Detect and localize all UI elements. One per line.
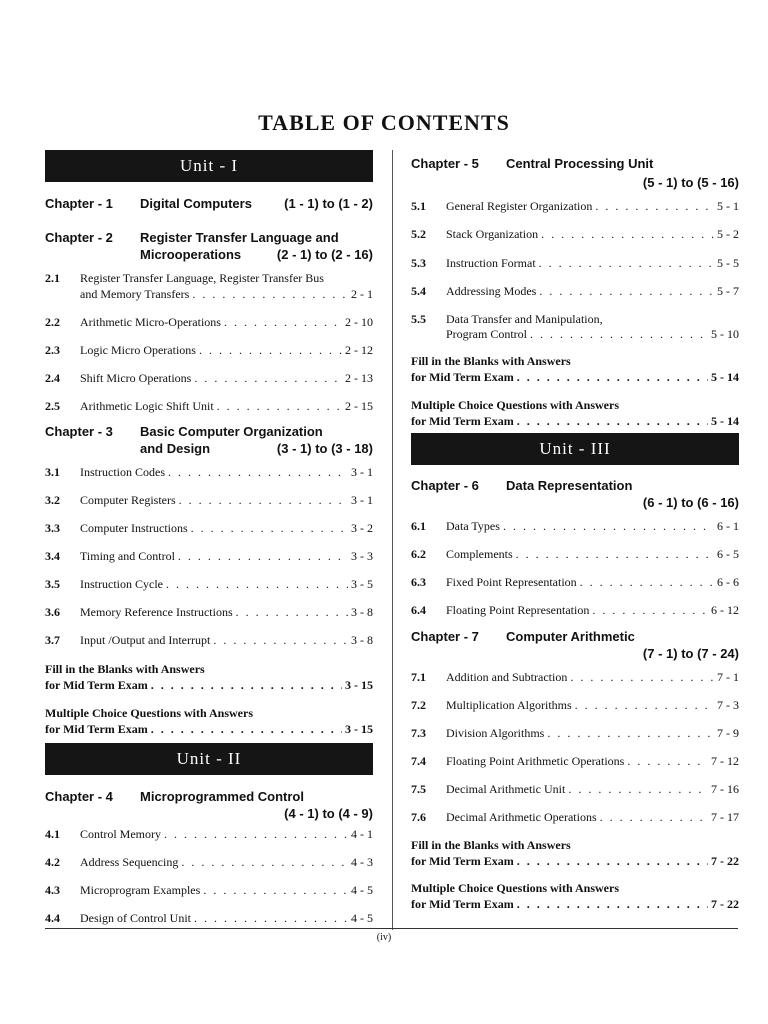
section-title: Control Memory [80,827,161,841]
section-number: 6.4 [411,603,426,617]
page-number: 7 - 22 [711,897,739,911]
section-number: 7.6 [411,810,426,824]
toc-entry-3-2[interactable] [45,493,373,509]
column-divider [392,150,393,930]
toc-entry-5-1[interactable] [411,199,739,215]
chapter-label: Chapter - 2 [45,230,113,245]
unit-2-banner: Unit - II [45,743,373,775]
section-title: Addition and Subtraction [446,670,568,684]
section-number: 3.4 [45,549,60,563]
section-title: Multiplication Algorithms [446,698,572,712]
section-title: Logic Micro Operations [80,343,196,357]
section-title: Arithmetic Logic Shift Unit [80,399,214,413]
chapter-range: (4 - 1) to (4 - 9) [284,806,373,821]
chapter-title: Central Processing Unit [506,156,654,171]
unit-1-banner: Unit - I [45,150,373,182]
chapter-label: Chapter - 5 [411,156,479,171]
toc-entry-7-3[interactable] [411,726,739,742]
section-number: 6.1 [411,519,426,533]
section-title: Memory Reference Instructions [80,605,233,619]
page-number: 3 - 5 [351,577,373,591]
page-number: 3 - 8 [351,605,373,619]
section-title: Shift Micro Operations [80,371,192,385]
toc-entry-3-1[interactable] [45,465,373,481]
section-title: Computer Instructions [80,521,188,535]
page-number: 7 - 17 [711,810,739,824]
toc-entry-6-4[interactable] [411,603,739,619]
page-number: 4 - 1 [351,827,373,841]
toc-entry-5-3[interactable] [411,256,739,272]
section-number: 4.1 [45,827,60,841]
entry-title: Fill in the Blanks with Answers [411,838,571,852]
chapter-title: Microprogrammed Control [140,789,304,804]
section-number: 2.3 [45,343,60,357]
section-title: Computer Registers [80,493,176,507]
section-title: Floating Point Arithmetic Operations [446,754,625,768]
page-number: 5 - 14 [711,414,739,428]
section-number: 3.6 [45,605,60,619]
page-number: 3 - 3 [351,549,373,563]
toc-entry-5-2[interactable] [411,227,739,243]
chapter-label: Chapter - 4 [45,789,113,804]
multiple-choice-entry-unit-2[interactable] [411,398,739,430]
chapter-1-heading[interactable] [45,196,373,214]
unit-3-banner: Unit - III [411,433,739,465]
entry-title-continued: for Mid Term Exam [411,414,514,428]
entry-title: Multiple Choice Questions with Answers [45,706,254,720]
page-number: 5 - 1 [717,199,739,213]
toc-entry-6-2[interactable] [411,547,739,563]
section-title: Stack Organization [446,227,539,241]
chapter-2-heading[interactable] [45,230,373,266]
section-title: Complements [446,547,513,561]
page-number: 6 - 6 [717,575,739,589]
section-number: 6.3 [411,575,426,589]
toc-entry-7-6[interactable] [411,810,739,826]
section-number: 7.3 [411,726,426,740]
fill-in-blanks-entry-unit-3[interactable] [411,838,739,870]
section-number: 3.3 [45,521,60,535]
page-number: 7 - 9 [717,726,739,740]
page-number: 6 - 5 [717,547,739,561]
page-number: 3 - 15 [345,678,373,692]
page-number: 3 - 1 [351,465,373,479]
chapter-title: Computer Arithmetic [506,629,635,644]
page-number: 5 - 14 [711,370,739,384]
chapter-range: (3 - 1) to (3 - 18) [276,441,373,456]
section-title: Design of Control Unit [80,911,191,925]
entry-title-continued: for Mid Term Exam [45,722,148,736]
chapter-7-heading[interactable] [411,629,739,665]
page-number: 5 - 5 [717,256,739,270]
chapter-title: Basic Computer Organization [140,424,323,439]
chapter-range: (5 - 1) to (5 - 16) [642,175,739,190]
toc-entry-5-4[interactable] [411,284,739,300]
chapter-label: Chapter - 3 [45,424,113,439]
toc-entry-4-1[interactable] [45,827,373,843]
section-title: Timing and Control [80,549,175,563]
section-title: Division Algorithms [446,726,545,740]
page-number: 2 - 15 [345,399,373,413]
section-number: 4.4 [45,911,60,925]
section-title: Input /Output and Interrupt [80,633,211,647]
section-number: 3.2 [45,493,60,507]
entry-title-continued: for Mid Term Exam [45,678,148,692]
section-title: Register Transfer Language, Register Transfer Bus [80,271,324,285]
page-number: 6 - 12 [711,603,739,617]
page-number: 3 - 1 [351,493,373,507]
section-number: 3.1 [45,465,60,479]
toc-entry-6-3[interactable] [411,575,739,591]
chapter-label: Chapter - 7 [411,629,479,644]
chapter-range: (2 - 1) to (2 - 16) [276,247,373,262]
section-number: 7.5 [411,782,426,796]
chapter-5-heading[interactable] [411,156,739,192]
page-number: 7 - 1 [717,670,739,684]
section-title: Arithmetic Micro-Operations [80,315,221,329]
section-title: Floating Point Representation [446,603,590,617]
page-number: 7 - 16 [711,782,739,796]
page-number: 2 - 13 [345,371,373,385]
toc-entry-2-4[interactable] [45,371,373,387]
toc-entry-3-6[interactable] [45,605,373,621]
page-folio: (iv) [376,932,392,943]
section-title: Address Sequencing [80,855,179,869]
chapter-label: Chapter - 6 [411,478,479,493]
chapter-title-continued: and Design [140,441,211,456]
entry-title: Fill in the Blanks with Answers [411,354,571,368]
page-number: 5 - 7 [717,284,739,298]
chapter-title: Register Transfer Language and [140,230,339,245]
section-number: 5.1 [411,199,426,213]
page-number: 2 - 12 [345,343,373,357]
fill-in-blanks-entry-unit-2[interactable] [411,354,739,386]
page-number: 4 - 5 [351,911,373,925]
section-number: 2.4 [45,371,60,385]
section-number: 7.1 [411,670,426,684]
page-number: 5 - 2 [717,227,739,241]
fill-in-blanks-entry-unit-1[interactable] [45,662,373,694]
chapter-title: Digital Computers [140,196,252,211]
toc-entry-2-2[interactable] [45,315,373,331]
section-number: 6.2 [411,547,426,561]
chapter-title: Data Representation [506,478,633,493]
chapter-range: (6 - 1) to (6 - 16) [642,495,739,510]
section-title-continued: and Memory Transfers [80,287,190,301]
section-number: 4.2 [45,855,60,869]
entry-title-continued: for Mid Term Exam [411,854,514,868]
section-title: Instruction Codes [80,465,165,479]
toc-entry-2-1[interactable] [45,271,373,303]
section-title: Data Transfer and Manipulation, [446,312,603,326]
section-number: 5.2 [411,227,426,241]
section-title: Instruction Cycle [80,577,163,591]
section-number: 2.1 [45,271,60,285]
toc-entry-4-3[interactable] [45,883,373,899]
section-title: Instruction Format [446,256,536,270]
toc-entry-4-4[interactable] [45,911,373,927]
section-number: 7.2 [411,698,426,712]
entry-title: Multiple Choice Questions with Answers [411,398,620,412]
section-title: Microprogram Examples [80,883,201,897]
chapter-6-heading[interactable] [411,478,739,514]
section-number: 3.5 [45,577,60,591]
toc-entry-3-7[interactable] [45,633,373,649]
section-title-continued: Program Control [446,327,527,341]
chapter-4-heading[interactable] [45,789,373,825]
page-number: 7 - 22 [711,854,739,868]
toc-entry-3-4[interactable] [45,549,373,565]
toc-entry-5-5[interactable] [411,312,739,344]
chapter-label: Chapter - 1 [45,196,113,211]
section-title: General Register Organization [446,199,593,213]
page-number: 2 - 10 [345,315,373,329]
entry-title: Multiple Choice Questions with Answers [411,881,620,895]
toc-entry-3-3[interactable] [45,521,373,537]
section-number: 3.7 [45,633,60,647]
toc-entry-2-5[interactable] [45,399,373,415]
toc-entry-3-5[interactable] [45,577,373,593]
chapter-range: (1 - 1) to (1 - 2) [284,196,373,211]
toc-entry-2-3[interactable] [45,343,373,359]
entry-title-continued: for Mid Term Exam [411,897,514,911]
section-number: 5.5 [411,312,426,326]
page-title: TABLE OF CONTENTS [258,110,510,135]
page-number: 3 - 2 [351,521,373,535]
section-number: 5.4 [411,284,426,298]
section-number: 4.3 [45,883,60,897]
entry-title: Fill in the Blanks with Answers [45,662,205,676]
multiple-choice-entry-unit-3[interactable] [411,881,739,913]
toc-entry-7-4[interactable] [411,754,739,770]
section-title: Decimal Arithmetic Unit [446,782,566,796]
footer-rule [45,928,738,929]
section-number: 2.2 [45,315,60,329]
toc-entry-7-5[interactable] [411,782,739,798]
toc-entry-7-2[interactable] [411,698,739,714]
section-number: 2.5 [45,399,60,413]
section-title: Data Types [446,519,500,533]
page-number: 4 - 5 [351,883,373,897]
section-title: Fixed Point Representation [446,575,577,589]
chapter-3-heading[interactable] [45,424,373,460]
section-number: 5.3 [411,256,426,270]
section-number: 7.4 [411,754,426,768]
page-number: 5 - 10 [711,327,739,341]
page-number: 7 - 12 [711,754,739,768]
page-number: 6 - 1 [717,519,739,533]
chapter-range: (7 - 1) to (7 - 24) [642,646,739,661]
page-number: 3 - 15 [345,722,373,736]
page-number: 7 - 3 [717,698,739,712]
page-number: 2 - 1 [351,287,373,301]
multiple-choice-entry-unit-1[interactable] [45,706,373,738]
section-title: Addressing Modes [446,284,537,298]
entry-title-continued: for Mid Term Exam [411,370,514,384]
toc-entry-4-2[interactable] [45,855,373,871]
section-title: Decimal Arithmetic Operations [446,810,597,824]
chapter-title-continued: Microoperations [140,247,242,262]
page-number: 4 - 3 [351,855,373,869]
page-number: 3 - 8 [351,633,373,647]
toc-entry-6-1[interactable] [411,519,739,535]
toc-entry-7-1[interactable] [411,670,739,686]
